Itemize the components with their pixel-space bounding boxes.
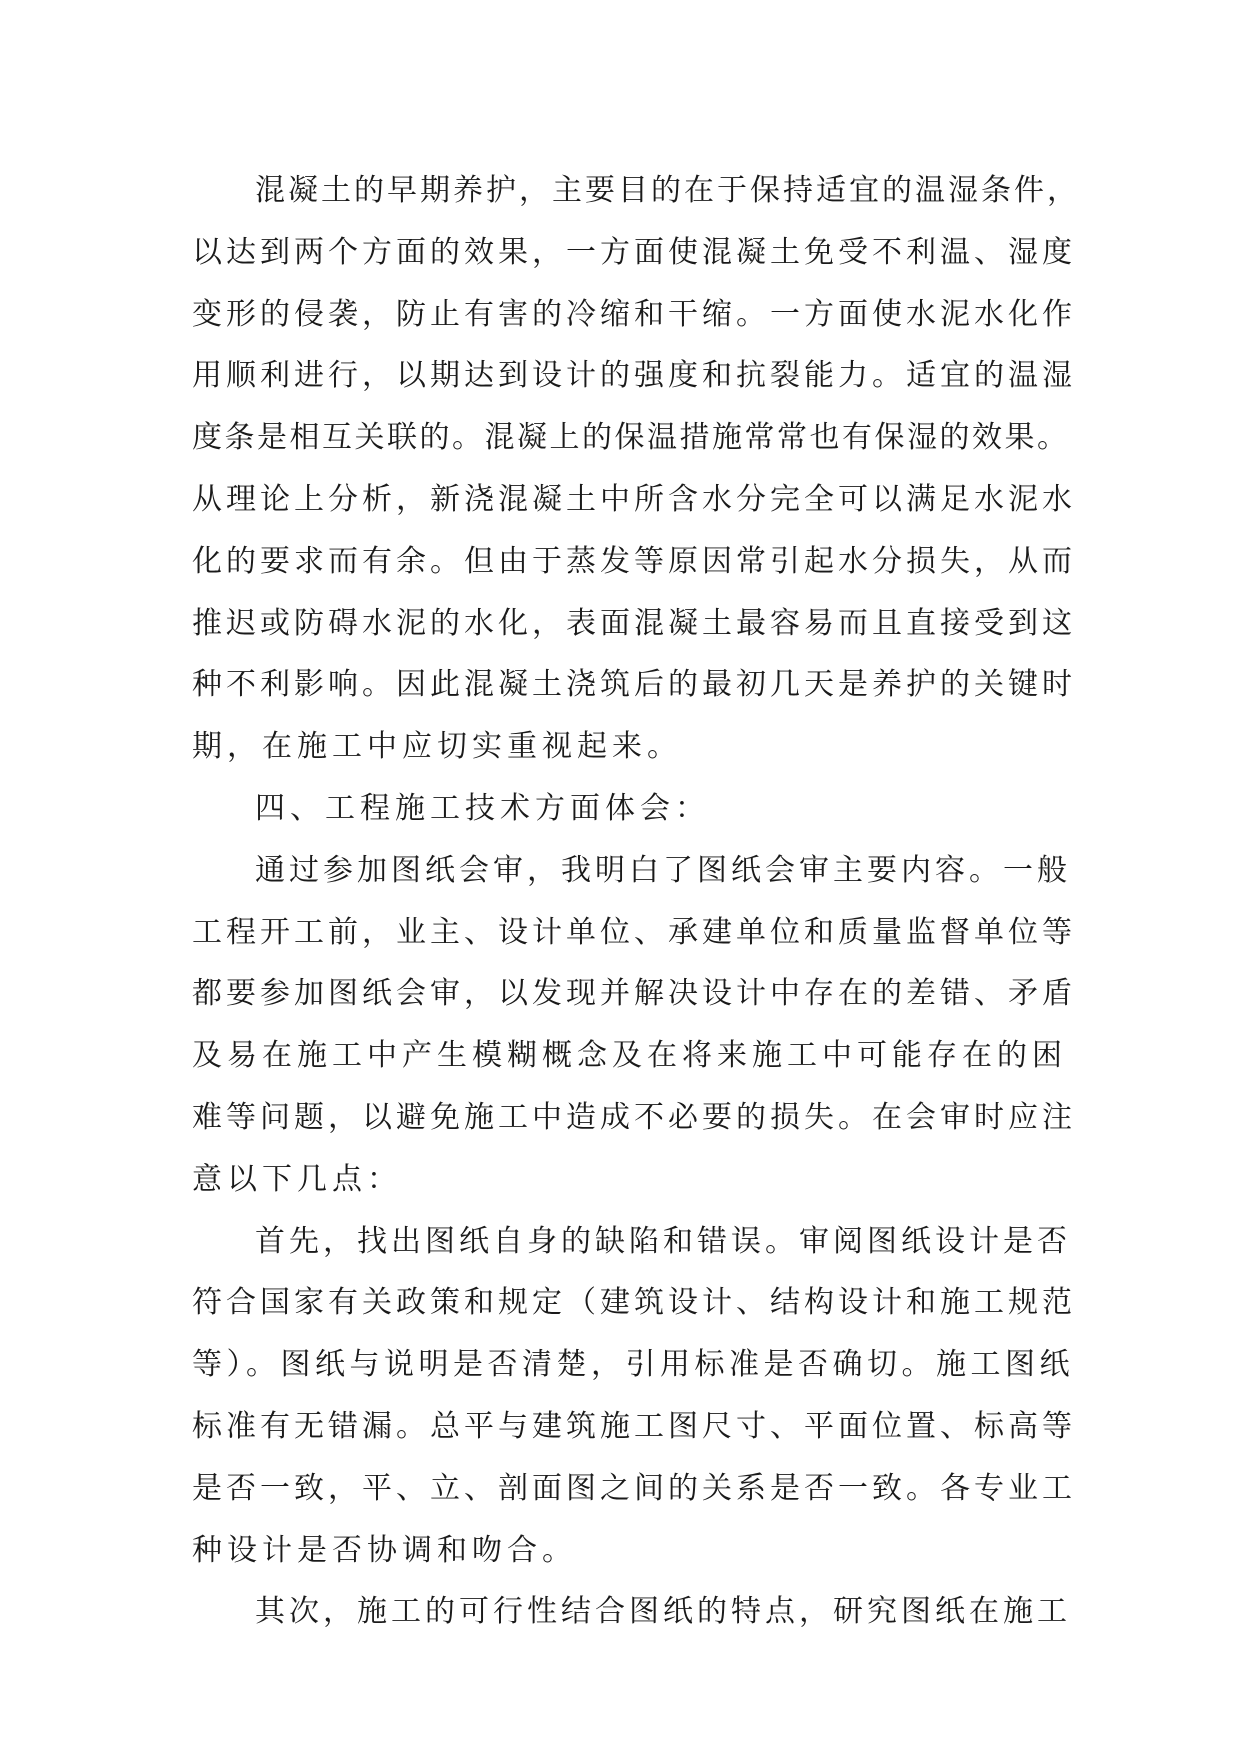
text-line: 及易在施工中产生模糊概念及在将来施工中可能存在的困 — [192, 1038, 1067, 1074]
body-text — [192, 160, 1082, 1643]
text-line: 期，在施工中应切实重视起来。 — [192, 729, 682, 765]
text-line: 首先，找出图纸自身的缺陷和错误。审阅图纸设计是否 — [255, 1223, 1071, 1259]
text-line: 难等问题，以避免施工中造成不必要的损失。在会审时应注 — [192, 1099, 1076, 1135]
text-line: 推迟或防碍水泥的水化，表面混凝土最容易而且直接受到这 — [192, 605, 1076, 641]
text-line: 变形的侵袭，防止有害的冷缩和干缩。一方面使水泥水化作 — [192, 296, 1076, 332]
text-line: 等）。图纸与说明是否清楚，引用标准是否确切。施工图纸 — [192, 1347, 1074, 1383]
text-line: 用顺利进行，以期达到设计的强度和抗裂能力。适宜的温湿 — [192, 358, 1076, 394]
text-line: 通过参加图纸会审，我明白了图纸会审主要内容。一般 — [255, 852, 1071, 888]
text-line: 其次，施工的可行性结合图纸的特点，研究图纸在施工 — [255, 1594, 1071, 1630]
text-line: 标准有无错漏。总平与建筑施工图尺寸、平面位置、标高等 — [192, 1408, 1076, 1444]
text-line: 从理论上分析，新浇混凝土中所含水分完全可以满足水泥水 — [192, 481, 1076, 517]
text-line: 都要参加图纸会审，以发现并解决设计中存在的差错、矛盾 — [192, 976, 1076, 1012]
text-line: 度条是相互关联的。混凝上的保温措施常常也有保湿的效果。 — [192, 420, 1070, 456]
text-line: 以达到两个方面的效果，一方面使混凝土免受不利温、湿度 — [192, 234, 1076, 270]
text-line: 化的要求而有余。但由于蒸发等原因常引起水分损失，从而 — [192, 543, 1076, 579]
text-line: 种不利影响。因此混凝土浇筑后的最初几天是养护的关键时 — [192, 667, 1076, 703]
text-line: 混凝土的早期养护，主要目的在于保持适宜的温湿条件， — [255, 173, 1080, 208]
text-line: 四、工程施工技术方面体会： — [255, 790, 710, 826]
text-line: 种设计是否协调和吻合。 — [192, 1532, 577, 1568]
text-line: 符合国家有关政策和规定（建筑设计、结构设计和施工规范 — [192, 1285, 1076, 1321]
text-line: 意以下几点： — [192, 1161, 402, 1197]
text-line: 是否一致，平、立、剖面图之间的关系是否一致。各专业工 — [192, 1470, 1076, 1506]
text-line: 工程开工前，业主、设计单位、承建单位和质量监督单位等 — [192, 914, 1076, 950]
